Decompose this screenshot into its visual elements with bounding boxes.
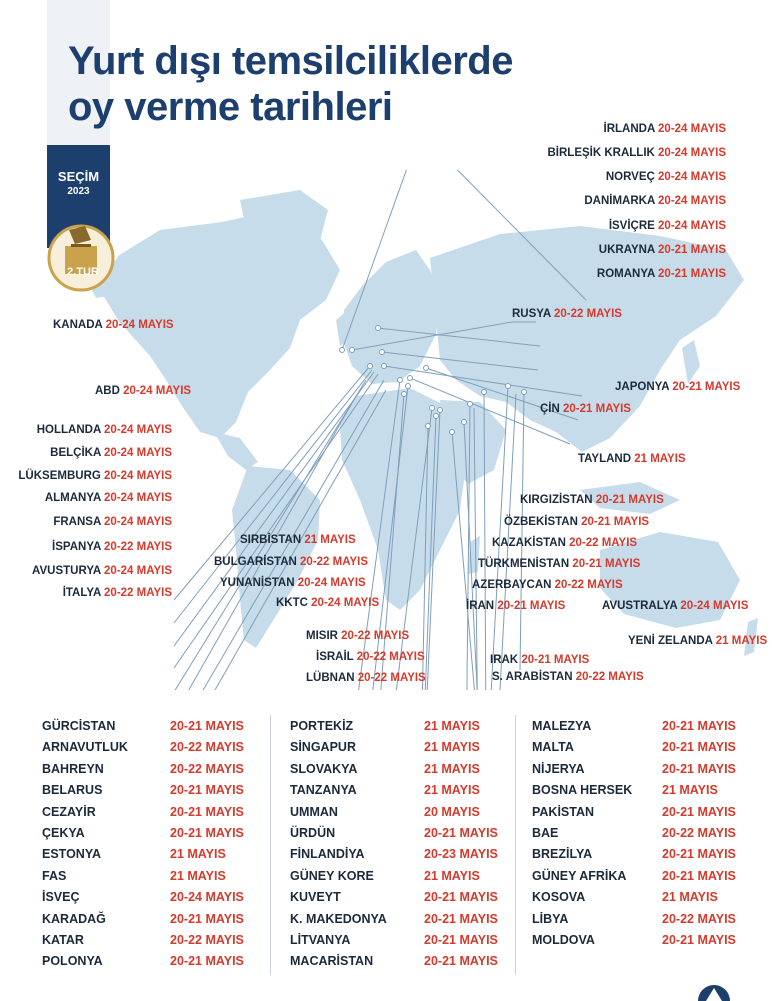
map-label-country: KKTC — [276, 597, 308, 609]
table-country: LİTVANYA — [290, 933, 351, 947]
map-label-date: 20-22 MAYIS — [296, 556, 369, 568]
table-country: ARNAVUTLUK — [42, 740, 128, 755]
map-label-cin — [540, 402, 631, 416]
map-label-date: 20-22 MAYIS — [100, 541, 172, 553]
map-label-date: 21 MAYIS — [631, 453, 686, 465]
map-label-country: KAZAKİSTAN — [492, 537, 566, 549]
map-label-date: 20-24 MAYIS — [677, 600, 749, 612]
map-label-isvicre — [590, 219, 726, 233]
table-date: 20-21 MAYIS — [662, 719, 736, 733]
table-date: 21 MAYIS — [424, 783, 480, 798]
map-label-date: 20-24 MAYIS — [100, 424, 172, 436]
table-date: 20-21 MAYIS — [170, 719, 244, 733]
table-country: MALTA — [532, 740, 574, 755]
agency-logo-icon — [696, 984, 732, 1001]
table-country: LİBYA — [532, 911, 569, 926]
table-country: NİJERYA — [532, 761, 585, 776]
map-label-country: YENİ ZELANDA — [628, 635, 713, 647]
map-label-ispanya — [14, 540, 172, 554]
map-label-japonya — [615, 380, 740, 394]
table-country: KARADAĞ — [42, 911, 106, 926]
title-line-2: oy verme tarihleri — [68, 85, 393, 129]
map-label-date: 20-21 MAYIS — [518, 654, 590, 666]
table-country: PORTEKİZ — [290, 719, 354, 733]
tur-label: 2.TUR — [67, 266, 99, 278]
map-label-date: 20-24 MAYIS — [294, 577, 366, 589]
table-date: 20-21 MAYIS — [662, 740, 736, 755]
map-label-country: İTALYA — [62, 587, 101, 599]
map-label-luksemburg — [14, 469, 172, 483]
table-country: PAKİSTAN — [532, 804, 595, 819]
table-date: 20-22 MAYIS — [170, 740, 244, 755]
marker-sirbistan — [398, 378, 403, 383]
table-date: 20-21 MAYIS — [424, 954, 498, 969]
table-date: 21 MAYIS — [424, 868, 480, 883]
map-label-avustralya — [602, 599, 748, 613]
table-date: 20-22 MAYIS — [662, 911, 736, 926]
table-country: K. MAKEDONYA — [290, 911, 387, 926]
map-label-date: 20-22 MAYIS — [353, 651, 425, 663]
map-label-kktc — [276, 596, 379, 610]
map-label-date: 20-24 MAYIS — [100, 492, 172, 504]
map-label-italya — [14, 586, 172, 600]
map-label-irlanda — [596, 122, 726, 136]
map-label-date: 20-21 MAYIS — [654, 244, 726, 256]
map-label-romanya — [586, 267, 726, 281]
map-label-country: UKRAYNA — [598, 244, 655, 256]
map-label-norvec — [556, 170, 726, 184]
map-label-date: 20-22 MAYIS — [337, 630, 410, 642]
marker-irlanda — [340, 348, 345, 353]
map-label-country: FRANSA — [53, 516, 101, 528]
table-country: TANZANYA — [290, 783, 357, 798]
map-label-country: KANADA — [53, 319, 103, 331]
marker-romanya — [408, 376, 413, 381]
map-label-date: 20-22 MAYIS — [565, 537, 638, 549]
table-date: 20 MAYIS — [424, 804, 480, 819]
table-country: BELARUS — [42, 783, 103, 798]
map-label-country: AZERBAYCAN — [472, 579, 552, 591]
table-date: 20-21 MAYIS — [170, 911, 244, 926]
map-label-birlesik-krallik — [536, 146, 726, 160]
table-date: 20-21 MAYIS — [662, 868, 736, 883]
marker-yunanistan — [402, 392, 407, 397]
table-country: ÜRDÜN — [290, 826, 336, 840]
table-date: 20-22 MAYIS — [170, 761, 244, 776]
map-label-country: AVUSTRALYA — [602, 600, 678, 612]
map-label-ozbekistan — [504, 515, 649, 529]
map-label-country: BİRLEŞİK KRALLIK — [547, 147, 655, 159]
map-label-date: 20-24 MAYIS — [654, 195, 726, 207]
map-label-sirbistan — [240, 533, 356, 547]
table-country: İSVEÇ — [42, 890, 80, 905]
map-label-date: 20-21 MAYIS — [654, 268, 726, 280]
map-label-date: 20-24 MAYIS — [100, 565, 172, 577]
table-country: GÜRCİSTAN — [42, 719, 116, 733]
map-label-date: 20-21 MAYIS — [592, 494, 664, 506]
table-country: FİNLANDİYA — [290, 847, 365, 862]
table-date: 20-21 MAYIS — [662, 847, 736, 862]
map-label-date: 20-22 MAYIS — [354, 672, 426, 684]
table-date: 20-21 MAYIS — [170, 954, 244, 969]
map-label-country: BULGARİSTAN — [214, 556, 297, 568]
table-country: ESTONYA — [42, 847, 102, 862]
column-separator-2 — [515, 715, 516, 975]
marker-norvec — [376, 326, 381, 331]
map-label-yeni-zelanda — [628, 634, 767, 648]
table-date: 21 MAYIS — [424, 740, 480, 755]
table-date: 20-21 MAYIS — [170, 804, 244, 819]
title-line-1: Yurt dışı temsilciliklerde — [68, 39, 513, 83]
map-label-country: RUSYA — [512, 308, 551, 320]
table-country: MACARİSTAN — [290, 954, 374, 969]
map-label-almanya — [14, 491, 172, 505]
map-label-tayland — [578, 452, 686, 466]
map-label-kazakistan — [492, 536, 637, 550]
map-label-iran — [466, 599, 565, 613]
map-label-date: 20-21 MAYIS — [559, 403, 631, 415]
table-country: BREZİLYA — [532, 847, 593, 862]
map-label-turkmenistan — [478, 557, 640, 571]
table-date: 20-21 MAYIS — [424, 911, 498, 926]
table-date: 20-22 MAYIS — [662, 826, 736, 840]
table-country: BAHREYN — [42, 761, 104, 776]
marker-kktc — [430, 406, 435, 411]
map-label-israil — [316, 650, 425, 664]
table-date: 21 MAYIS — [662, 783, 718, 798]
map-label-country: İSVİÇRE — [608, 220, 655, 232]
table-country: MOLDOVA — [532, 933, 595, 947]
map-label-belcika — [14, 446, 172, 460]
table-country: KUVEYT — [290, 890, 341, 905]
map-label-date: 20-21 MAYIS — [577, 516, 650, 528]
table-country: CEZAYİR — [42, 804, 96, 819]
map-label-s-arabistan — [492, 670, 644, 684]
table-country: ÇEKYA — [42, 826, 85, 840]
map-label-date: 20-22 MAYIS — [100, 587, 172, 599]
table-date: 20-21 MAYIS — [662, 761, 736, 776]
map-label-date: 20-24 MAYIS — [100, 447, 172, 459]
table-date: 21 MAYIS — [424, 761, 480, 776]
central-america-shape — [214, 432, 258, 470]
europe-shape — [342, 250, 440, 384]
map-label-country: IRAK — [490, 654, 519, 666]
map-label-date: 20-22 MAYIS — [550, 308, 622, 320]
table-date: 21 MAYIS — [424, 719, 480, 733]
table-country: MALEZYA — [532, 719, 592, 733]
leader-kirgizistan — [520, 392, 524, 670]
map-label-date: 20-24 MAYIS — [654, 147, 726, 159]
marker-bulgaristan — [406, 384, 411, 389]
marker-ukrayna — [424, 366, 429, 371]
marker-benelux — [368, 364, 373, 369]
map-label-date: 20-21 MAYIS — [569, 558, 641, 570]
map-label-country: S. ARABİSTAN — [492, 671, 573, 683]
marker-kirgizistan — [522, 390, 527, 395]
map-label-date: 20-24 MAYIS — [100, 516, 172, 528]
marker-irak — [462, 420, 467, 425]
map-label-date: 21 MAYIS — [712, 635, 768, 647]
map-label-country: JAPONYA — [615, 381, 670, 393]
map-label-date: 20-24 MAYIS — [102, 319, 174, 331]
table-country: FAS — [42, 868, 67, 883]
table-date: 20-21 MAYIS — [424, 826, 498, 840]
marker-s-arabistan — [450, 430, 455, 435]
map-label-misir — [306, 629, 409, 643]
map-label-kirgizistan — [520, 493, 664, 507]
map-label-country: ÖZBEKİSTAN — [504, 516, 578, 528]
map-label-country: İSRAİL — [316, 651, 354, 663]
map-label-kanada — [53, 318, 174, 332]
map-label-country: BELÇİKA — [50, 447, 101, 459]
map-label-country: MISIR — [306, 630, 338, 642]
map-label-country: İRAN — [466, 600, 495, 612]
map-land — [82, 190, 758, 656]
map-label-country: YUNANİSTAN — [220, 577, 295, 589]
table-date: 20-24 MAYIS — [170, 890, 244, 905]
map-label-country: SIRBİSTAN — [240, 534, 302, 546]
table-country: BOSNA HERSEK — [532, 783, 633, 798]
map-label-date: 20-24 MAYIS — [654, 123, 726, 135]
secim-label: SEÇİM — [57, 169, 100, 184]
table-date: 21 MAYIS — [170, 868, 226, 883]
marker-misir — [426, 424, 431, 429]
marker-lubnan — [438, 408, 443, 413]
map-label-irak — [490, 653, 589, 667]
table-date: 20-22 MAYIS — [170, 933, 244, 947]
table-date: 21 MAYIS — [170, 847, 226, 862]
table-country: BAE — [532, 826, 559, 840]
table-date: 20-21 MAYIS — [170, 826, 244, 840]
map-label-country: ROMANYA — [596, 268, 655, 280]
map-label-date: 20-21 MAYIS — [494, 600, 566, 612]
map-label-azerbaycan — [472, 578, 623, 592]
map-label-country: İRLANDA — [603, 123, 655, 135]
map-label-date: 20-24 MAYIS — [307, 597, 380, 609]
map-label-country: LÜKSEMBURG — [18, 470, 101, 482]
marker-turkmenistan — [482, 390, 487, 395]
table-country: KATAR — [42, 933, 84, 947]
map-label-lubnan — [306, 671, 426, 685]
map-label-country: LÜBNAN — [306, 672, 355, 684]
marker-isvicre — [382, 364, 387, 369]
map-label-yunanistan — [220, 576, 366, 590]
map-label-country: ÇİN — [540, 403, 560, 415]
map-label-rusya — [512, 307, 622, 321]
map-label-date: 20-24 MAYIS — [654, 220, 726, 232]
table-date: 20-23 MAYIS — [424, 847, 498, 862]
table-date: 20-21 MAYIS — [424, 933, 498, 947]
ballot-badge — [47, 208, 115, 292]
map-label-hollanda — [14, 423, 172, 437]
map-label-date: 20-24 MAYIS — [654, 171, 726, 183]
map-label-country: NORVEÇ — [605, 171, 655, 183]
table-country: SLOVAKYA — [290, 761, 358, 776]
table-country: GÜNEY KORE — [290, 868, 374, 883]
map-label-avusturya — [14, 564, 172, 578]
map-label-bulgaristan — [214, 555, 368, 569]
map-label-country: TAYLAND — [578, 453, 632, 465]
map-label-ukrayna — [586, 243, 726, 257]
map-label-date: 20-22 MAYIS — [551, 579, 623, 591]
map-label-abd — [95, 384, 191, 398]
secim-year: 2023 — [67, 186, 90, 197]
map-label-date: 20-24 MAYIS — [119, 385, 192, 397]
map-label-country: KIRGIZİSTAN — [520, 494, 593, 506]
map-label-country: ALMANYA — [44, 492, 101, 504]
table-date: 20-21 MAYIS — [424, 890, 498, 905]
marker-danimarka — [380, 350, 385, 355]
map-label-country: HOLLANDA — [36, 424, 101, 436]
map-label-fransa — [14, 515, 172, 529]
map-label-country: AVUSTURYA — [32, 565, 101, 577]
column-separator-1 — [270, 715, 271, 975]
page-title — [68, 38, 513, 130]
table-country: UMMAN — [290, 804, 338, 819]
table-country: POLONYA — [42, 954, 103, 969]
table-date: 21 MAYIS — [662, 890, 718, 905]
table-country: GÜNEY AFRİKA — [532, 868, 627, 883]
table-country: SİNGAPUR — [290, 740, 356, 755]
map-label-date: 20-24 MAYIS — [100, 470, 172, 482]
marker-israil — [434, 414, 439, 419]
marker-iran — [468, 402, 473, 407]
table-date: 20-21 MAYIS — [662, 804, 736, 819]
table-date: 20-21 MAYIS — [662, 933, 736, 947]
marker-kazakistan — [506, 384, 511, 389]
map-label-date: 21 MAYIS — [301, 534, 356, 546]
map-label-country: DANİMARKA — [584, 195, 655, 207]
marker-uk — [350, 348, 355, 353]
japan-shape — [682, 340, 700, 384]
map-label-date: 20-21 MAYIS — [669, 381, 741, 393]
map-label-country: ABD — [95, 385, 120, 397]
table-country: KOSOVA — [532, 890, 586, 905]
table-date: 20-21 MAYIS — [170, 783, 244, 798]
map-label-country: İSPANYA — [52, 541, 101, 553]
map-label-country: TÜRKMENİSTAN — [478, 558, 570, 570]
map-label-danimarka — [548, 194, 726, 208]
map-label-date: 20-22 MAYIS — [572, 671, 644, 683]
